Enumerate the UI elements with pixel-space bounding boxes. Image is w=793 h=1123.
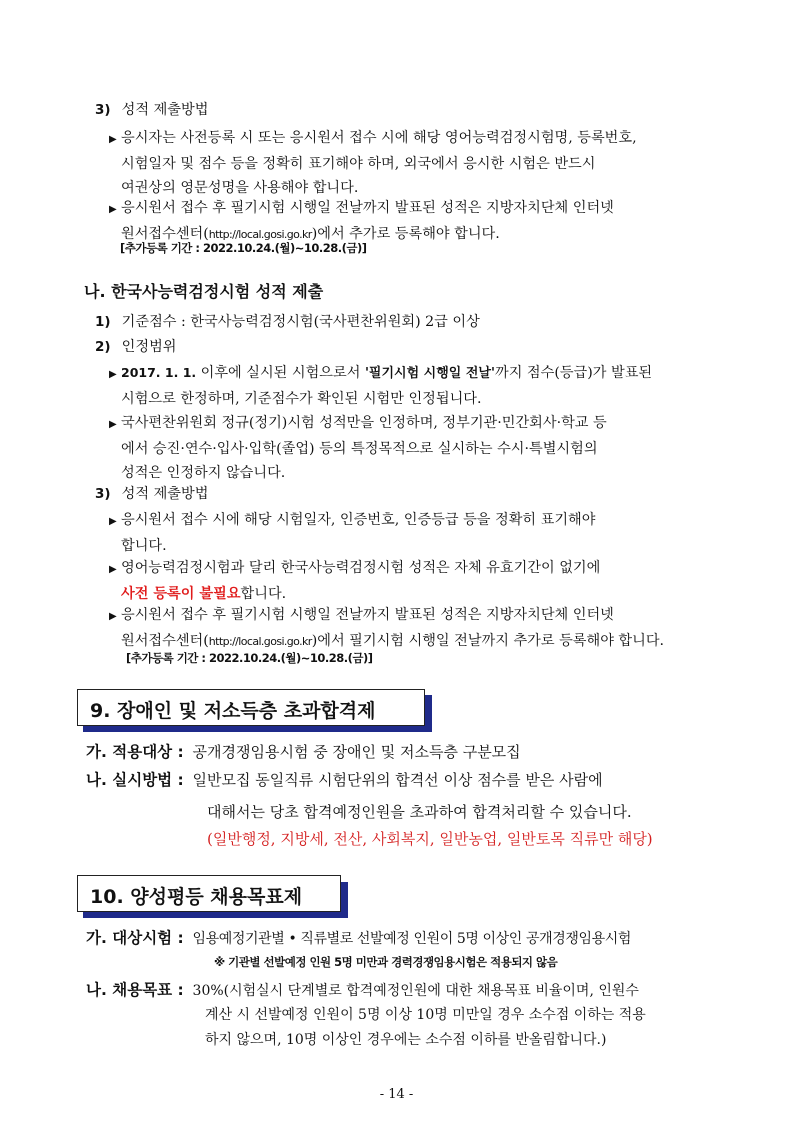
na-item-2 [95,335,177,359]
text-line: 응시자는 사전등록 시 또는 응시원서 접수 시에 해당 영어능력검정시험명, 등록번호, [121,130,637,146]
text-line: 원서접수센터( [121,226,209,242]
item-number: 3) [95,486,111,502]
text-line: 성적은 인정하지 않습니다. [121,465,286,481]
bullet-icon: ▶ [109,204,117,215]
item-number: 2) [95,339,111,355]
na-bullet-4 [109,556,729,606]
sec-na-note: [추가등록 기간 : 2022.10.24.(월)~10.28.(금)] [126,651,373,665]
emphasis-text: '필기시험 시행일 전날' [364,366,495,381]
row-text: 30%(시험실시 단계별로 합격예정인원에 대한 채용목표 비율이며, 인원수 [192,983,639,999]
sec10-na [86,977,766,1005]
row-label: 나. 실시방법 : [86,771,184,789]
na-bullet-5 [109,603,734,654]
sec9-ga [86,739,746,766]
text-line: 영어능력검정시험과 달리 한국사능력검정시험 성적은 자체 유효기간이 없기에 [121,560,601,576]
heading-text: 성적 제출방법 [121,102,209,118]
na-item-3 [95,482,208,506]
bullet-icon: ▶ [109,564,117,575]
text-line: 국사편찬위원회 정규(정기)시험 성적만을 인정하며, 정부기관·민간회사·학교 등 [121,415,607,431]
sec-ga3-note: [추가등록 기간 : 2022.10.24.(월)~10.28.(금)] [120,241,367,255]
text-line: 여권상의 영문성명을 사용해야 합니다. [121,180,359,196]
text-line: )에서 추가로 등록해야 합니다. [311,226,500,242]
url-text: http://local.gosi.go.kr [208,635,312,648]
section-9-title-box [77,689,425,726]
sec10-na-l3: 하지 않으며, 10명 이상인 경우에는 소수점 이하를 반올림합니다.) [205,1032,607,1048]
text-line: 시험으로 한정하며, 기준점수가 확인된 시험만 인정됩니다. [121,391,482,407]
section-10-title: 10. 양성평등 채용목표제 [90,886,303,908]
sec-ga3-heading [95,98,208,122]
na-bullet-3 [109,508,729,558]
bullet-icon: ▶ [109,419,117,430]
text-line: 시험일자 및 점수 등을 정확히 표기해야 하며, 외국에서 응시한 시험은 반드시 [121,156,596,172]
section-na-title: 나. 한국사능력검정시험 성적 제출 [84,282,324,301]
section-9-title: 9. 장애인 및 저소득층 초과합격제 [90,700,376,722]
row-label: 가. 대상시험 : [86,929,184,947]
bullet-icon: ▶ [109,134,117,145]
item-text: 성적 제출방법 [121,486,209,502]
na-bullet-1 [109,361,729,411]
na-bullet-2 [109,411,729,485]
sec9-na-l2: 대해서는 당초 합격예정인원을 초과하여 합격처리할 수 있습니다. [207,803,632,821]
row-text: 공개경쟁임용시험 중 장애인 및 저소득층 구분모집 [192,743,521,761]
sec10-na-l2: 계산 시 선발예정 인원이 5명 이상 10명 미만일 경우 소수점 이하는 적용 [205,1007,646,1023]
bullet-icon: ▶ [109,369,117,380]
text-line: )에서 필기시험 시행일 전날까지 추가로 등록해야 합니다. [311,633,665,649]
text-line: 합니다. [240,586,287,602]
text-line: 합니다. [121,538,167,554]
row-text: 임용예정기관별 • 직류별로 선발예정 인원이 5명 이상인 공개경쟁임용시험 [192,931,631,947]
row-text: 일반모집 동일직류 시험단위의 합격선 이상 점수를 받은 사람에 [192,771,603,789]
row-label: 가. 적용대상 : [86,743,184,761]
item-text: 인정범위 [121,339,177,355]
heading-number: 3) [95,102,111,118]
section-10-title-box [77,875,341,912]
date-text: 2017. 1. 1. [121,365,197,380]
sec9-na [86,767,766,794]
text-line: 에서 승진·연수·입사·입학(졸업) 등의 특정목적으로 실시하는 수시·특별시험의 [121,441,598,457]
text-line: 원서접수센터( [121,633,209,649]
highlight-text: 사전 등록이 불필요 [121,586,241,602]
sec10-ga-note: ※ 기관별 선발예정 인원 5명 미만과 경력경쟁임용시험은 적용되지 않음 [214,955,558,969]
row-label: 나. 채용목표 : [86,981,184,999]
page-number: - 14 - [379,1087,414,1102]
na-item-1 [95,310,480,334]
bullet-icon: ▶ [109,516,117,527]
text-line: 응시원서 접수 후 필기시험 시행일 전날까지 발표된 성적은 지방자치단체 인터넷 [121,607,614,623]
bullet-icon: ▶ [109,611,117,622]
item-number: 1) [95,314,111,330]
text-line: 응시원서 접수 시에 해당 시험일자, 인증번호, 인증등급 등을 정확히 표기해야 [121,512,596,528]
text-line: 까지 점수(등급)가 발표된 [494,365,653,381]
text-line: 이후에 실시된 시험으로서 [196,365,365,381]
text-line: 응시원서 접수 후 필기시험 시행일 전날까지 발표된 성적은 지방자치단체 인터넷 [121,200,614,216]
sec9-na-l3: (일반행정, 지방세, 전산, 사회복지, 일반농업, 일반토목 직류만 해당) [207,830,653,848]
url-text: http://local.gosi.go.kr [208,228,312,241]
sec-ga3-bullet-1 [109,126,729,200]
sec10-ga [86,925,766,953]
item-text: 기준점수 : 한국사능력검정시험(국사편찬위원회) 2급 이상 [121,314,480,330]
